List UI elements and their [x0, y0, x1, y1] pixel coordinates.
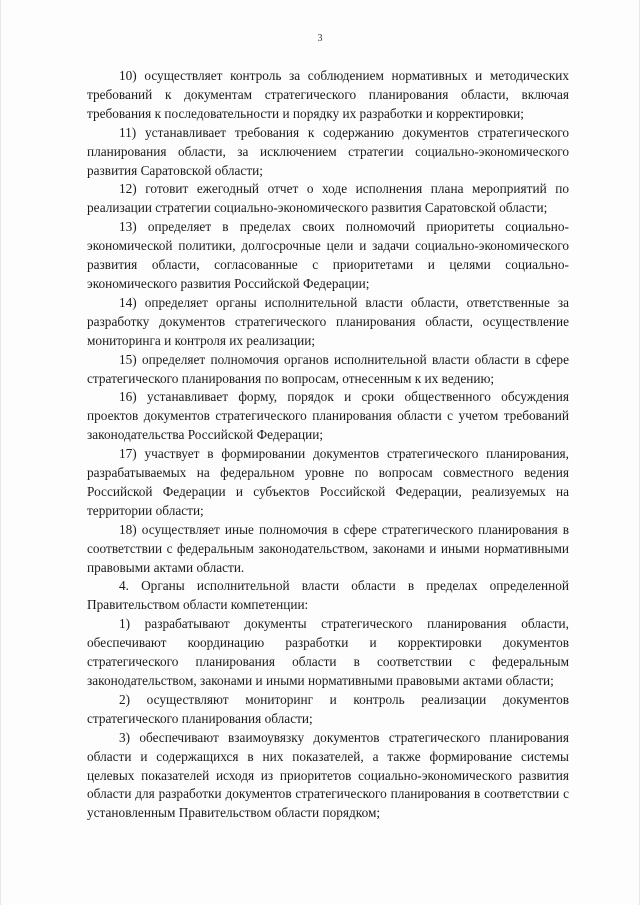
section-4-heading: 4. Органы исполнительной власти области в пределах определенной Правительством области компетенции:	[87, 578, 569, 613]
paragraph-item-12: 12) готовит ежегодный отчет о ходе исполнения плана мероприятий по реализации стратегии социально-экономического развития Саратовской области;	[87, 181, 569, 216]
paragraph-item-10: 10) осуществляет контроль за соблюдением нормативных и методических требований к документам стратегического планирования области, включая требования к последовательности и порядку их разработки и корректировки;	[87, 68, 569, 121]
document-body	[87, 67, 569, 823]
paragraph-item-17: 17) участвует в формировании документов стратегического планирования, разрабатываемых на федеральном уровне по вопросам совместного ведения Российской Федерации и субъектов Российской Федерации, реализуемых на территории области;	[87, 446, 569, 518]
paragraph-item-13: 13) определяет в пределах своих полномочий приоритеты социально-экономической политики, долгосрочные цели и задачи социально-экономического развития области, согласованные с приоритетами и целями социально-экономического развития Российской Федерации;	[87, 219, 569, 291]
paragraph-item-16: 16) устанавливает форму, порядок и сроки общественного обсуждения проектов документов стратегического планирования области с учетом требований законодательства Российской Федерации;	[87, 389, 569, 443]
paragraph-item-15: 15) определяет полномочия органов исполнительной власти области в сфере стратегического планирования по вопросам, отнесенным к их ведению;	[87, 351, 569, 386]
section-4-item-3: 3) обеспечивают взаимоувязку документов стратегического планирования области и содержащихся в них показателей, а также формирование системы целевых показателей исходя из приоритетов социально-экономического развития области для разработки документов стратегического планирования в соответствии с установленным Правительством области порядком;	[87, 729, 569, 821]
paragraph-item-11: 11) устанавливает требования к содержанию документов стратегического планирования области, за исключением стратегии социально-экономического развития Саратовской области;	[87, 124, 569, 178]
paragraph-item-14: 14) определяет органы исполнительной власти области, ответственные за разработку документов стратегического планирования области, осуществление мониторинга и контроля их реализации;	[87, 294, 569, 348]
paragraph-item-18: 18) осуществляет иные полномочия в сфере стратегического планирования в соответствии с федеральным законодательством, законами и иными нормативными правовыми актами области.	[87, 521, 569, 575]
section-4-item-2: 2) осуществляют мониторинг и контроль реализации документов стратегического планирования области;	[87, 691, 569, 726]
page-number: 3	[317, 33, 323, 44]
section-4-item-1: 1) разрабатывают документы стратегического планирования области, обеспечивают координацию разработки и корректировки документов стратегического планирования области в соответствии с федеральным законодательством, законами и иными нормативными правовыми актами области;	[87, 616, 569, 688]
